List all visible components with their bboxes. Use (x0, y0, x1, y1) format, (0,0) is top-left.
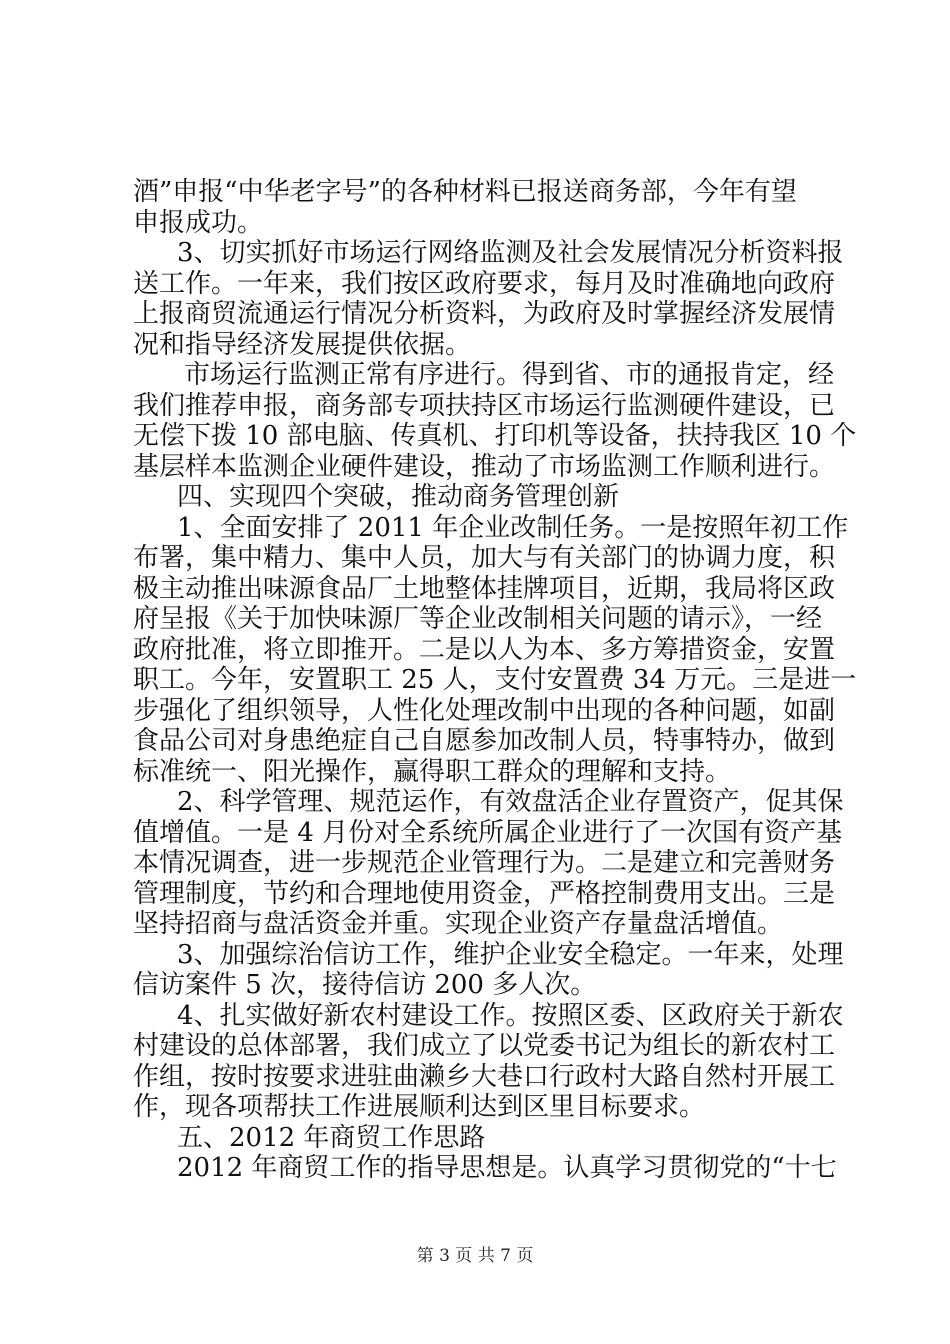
line-text: 步强化了组织领导，人性化处理改制中出现的各种问题，如副 (133, 695, 836, 726)
line-text: 2、科学管理、规范运作，有效盘活企业存置资产，促其保 (177, 787, 844, 817)
line-text: 食品公司对身患绝症自己自愿参加改制人员，特事特办，做到 (133, 726, 836, 756)
line-text: 府呈报《关于加快味源厂等企业改制相关问题的请示》，一经 (133, 604, 823, 634)
line-text: 我们推荐申报，商务部专项扶持区市场运行监测硬件建设，已 (133, 390, 836, 421)
line-text: 酒”申报“中华老字号”的各种材料已报送商务部，今年有望 (133, 177, 797, 207)
line-text: 市场运行监测正常有序进行。得到省、市的通报肯定，经 (184, 360, 835, 390)
line-text: 管理制度，节约和合理地使用资金，严格控制费用支出。三是 (133, 878, 836, 909)
section-heading: 五、2012 年商贸工作思路 (177, 1122, 486, 1153)
line-text: 村建设的总体部署，我们成立了以党委书记为组长的新农村工 (133, 1031, 836, 1061)
line-text: 况和指导经济发展提供依据。 (133, 329, 472, 360)
line-text: 申报成功。 (133, 207, 264, 238)
section-heading: 四、实现四个突破，推动商务管理创新 (177, 482, 620, 512)
line-text: 作组，按时按要求进驻曲濑乡大巷口行政村大路自然村开展工 (133, 1061, 836, 1092)
line-text: 本情况调查，进一步规范企业管理行为。二是建立和完善财务 (133, 848, 836, 878)
line-text: 职工。今年，安置职工 25 人，支付安置费 34 万元。三是进一 (133, 665, 857, 695)
line-text: 4、扎实做好新农村建设工作。按照区委、区政府关于新农 (177, 1000, 844, 1031)
line-text: 上报商贸流通运行情况分析资料，为政府及时掌握经济发展情 (133, 299, 836, 329)
page-footer: 第 3 页 共 7 页 (416, 1246, 534, 1266)
line-text: 3、加强综治信访工作，维护企业安全稳定。一年来，处理 (177, 939, 844, 970)
line-text: 政府批准，将立即推开。二是以人为本、多方筹措资金，安置 (133, 634, 836, 665)
line-text: 极主动推出味源食品厂土地整体挂牌项目，近期，我局将区政 (133, 573, 836, 604)
line-text: 送工作。一年来，我们按区政府要求，每月及时准确地向政府 (133, 268, 836, 299)
line-text: 无偿下拨 10 部电脑、传真机、打印机等设备，扶持我区 10 个 (133, 421, 857, 451)
line-text: 坚持招商与盘活资金并重。实现企业资产存量盘活增值。 (133, 909, 784, 939)
line-text: 布署，集中精力、集中人员，加大与有关部门的协调力度，积 (133, 543, 836, 573)
line-text: 基层样本监测企业硬件建设，推动了市场监测工作顺利进行。 (133, 451, 836, 482)
line-text: 1、全面安排了 2011 年企业改制任务。一是按照年初工作 (177, 512, 849, 543)
line-text: 标准统一、阳光操作，赢得职工群众的理解和支持。 (133, 756, 732, 787)
line-text: 作，现各项帮扶工作进展顺利达到区里目标要求。 (133, 1092, 706, 1122)
line-text: 2012 年商贸工作的指导思想是。认真学习贯彻党的“十七 (177, 1153, 837, 1183)
line-text: 3、切实抓好市场运行网络监测及社会发展情况分析资料报 (177, 238, 844, 268)
line-text: 值增值。一是 4 月份对全系统所属企业进行了一次国有资产基 (133, 817, 843, 848)
text-line (0, 1148, 950, 1188)
line-text: 信访案件 5 次，接待信访 200 多人次。 (133, 970, 597, 1000)
